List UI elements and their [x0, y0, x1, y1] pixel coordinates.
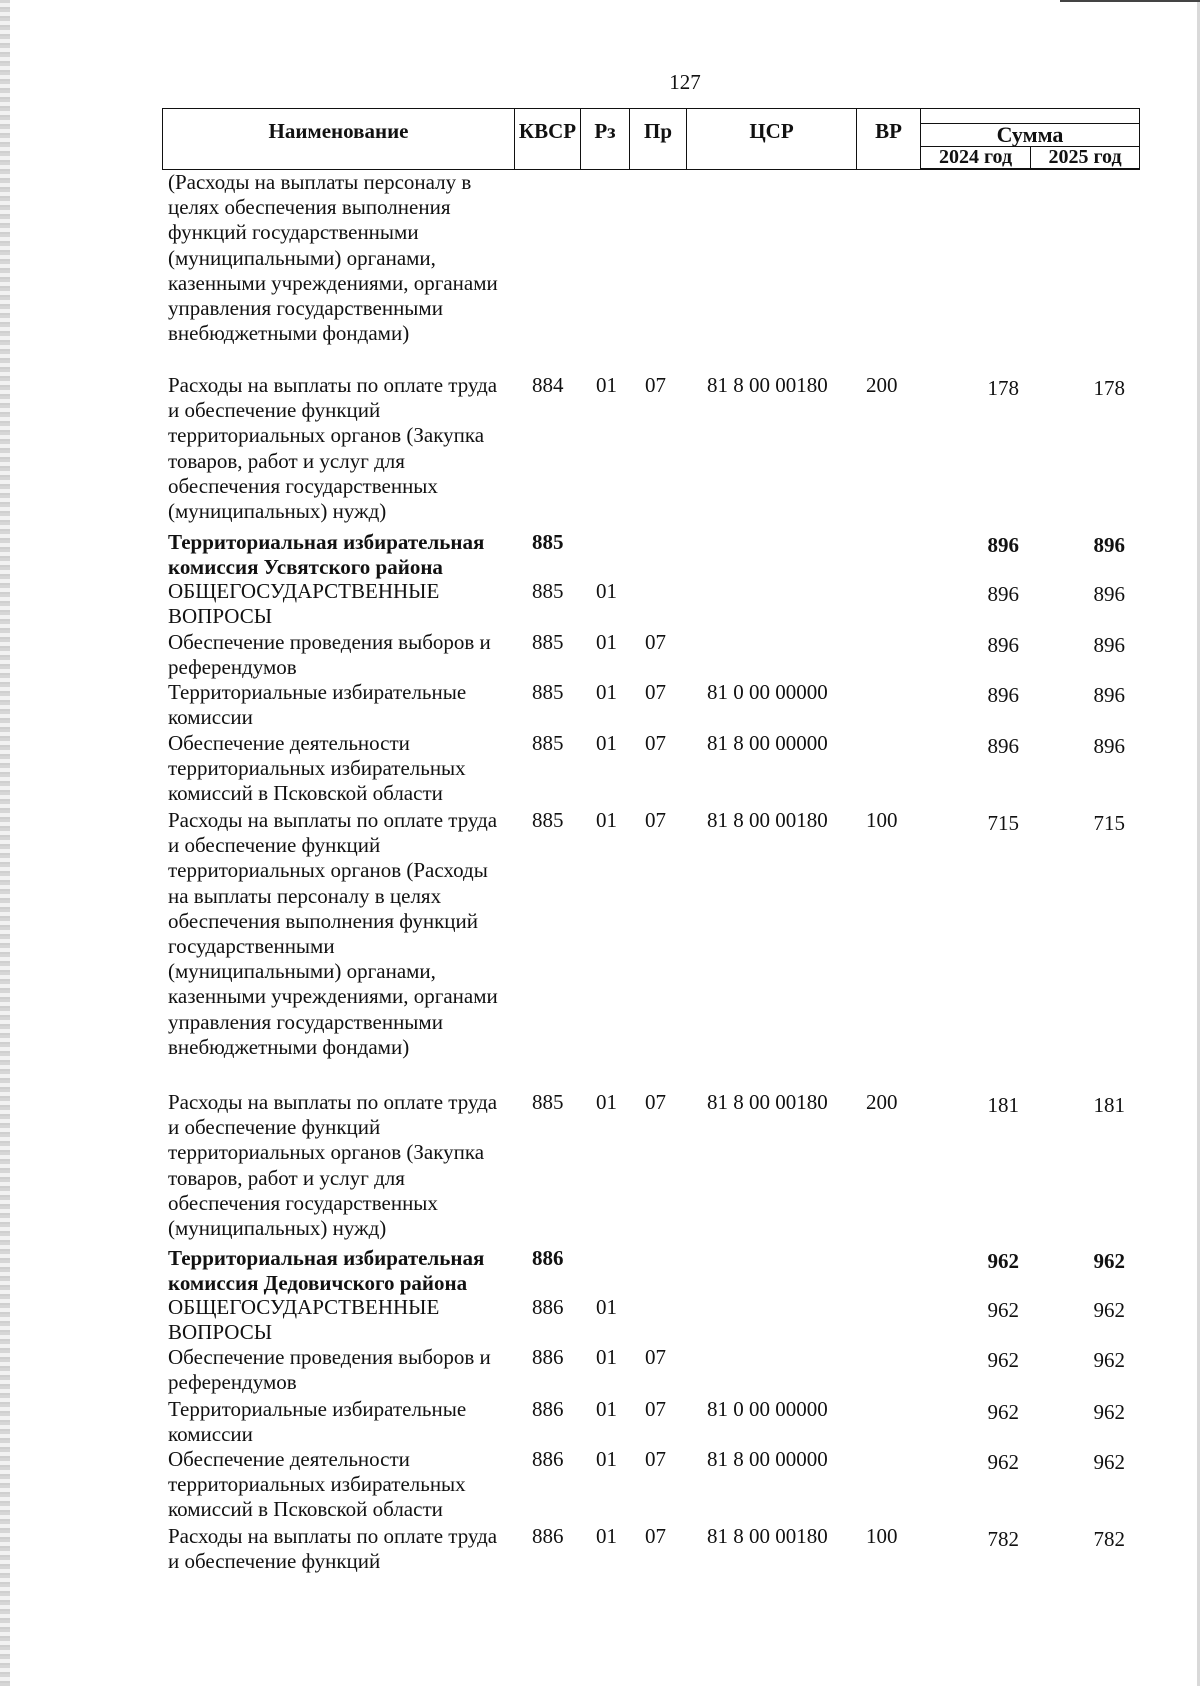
row-pr: 07 — [645, 1397, 666, 1421]
row-sum-2024: 962 — [987, 1450, 1019, 1474]
row-kvsr: 885 — [532, 680, 564, 704]
row-sum-2025: 896 — [1093, 533, 1125, 557]
header-rz: Рз — [581, 109, 630, 169]
row-vr: 100 — [866, 808, 898, 832]
row-name: Обеспечение деятельности территориальных избирательных комиссий в Псковской области — [168, 731, 466, 806]
row-sum-2025: 896 — [1093, 734, 1125, 758]
row-kvsr: 885 — [532, 808, 564, 832]
row-sum-2025: 896 — [1093, 633, 1125, 657]
row-sum-2025: 782 — [1093, 1527, 1125, 1551]
row-csr: 81 8 00 00180 — [707, 1090, 828, 1114]
row-rz: 01 — [596, 1295, 617, 1319]
row-name: Территориальные избирательные комиссии — [168, 1397, 467, 1447]
row-rz: 01 — [596, 373, 617, 397]
page-number: 127 — [669, 70, 701, 94]
row-sum-2025: 181 — [1093, 1093, 1125, 1117]
row-sum-2024: 896 — [987, 734, 1019, 758]
row-csr: 81 8 00 00180 — [707, 1524, 828, 1548]
row-rz: 01 — [596, 808, 617, 832]
row-pr: 07 — [645, 1524, 666, 1548]
row-csr: 81 8 00 00180 — [707, 373, 828, 397]
row-csr: 81 0 00 00000 — [707, 1397, 828, 1421]
row-sum-2024: 896 — [987, 683, 1019, 707]
row-sum-2025: 962 — [1093, 1450, 1125, 1474]
row-sum-2024: 715 — [987, 811, 1019, 835]
row-sum-2025: 962 — [1093, 1348, 1125, 1372]
row-pr: 07 — [645, 680, 666, 704]
row-kvsr: 885 — [532, 530, 564, 554]
row-sum-2025: 962 — [1093, 1400, 1125, 1424]
row-sum-2024: 962 — [987, 1400, 1019, 1424]
row-rz: 01 — [596, 579, 617, 603]
row-rz: 01 — [596, 630, 617, 654]
row-csr: 81 8 00 00000 — [707, 1447, 828, 1471]
row-sum-2025: 962 — [1093, 1298, 1125, 1322]
row-sum-2024: 896 — [987, 533, 1019, 557]
row-kvsr: 885 — [532, 630, 564, 654]
row-kvsr: 886 — [532, 1345, 564, 1369]
row-sum-2025: 896 — [1093, 582, 1125, 606]
row-pr: 07 — [645, 1090, 666, 1114]
row-vr: 200 — [866, 373, 898, 397]
row-name: Территориальная избирательная комиссия Усвятского района — [168, 530, 485, 580]
row-kvsr: 886 — [532, 1246, 564, 1270]
row-rz: 01 — [596, 680, 617, 704]
row-pr: 07 — [645, 808, 666, 832]
row-rz: 01 — [596, 1524, 617, 1548]
row-name: (Расходы на выплаты персоналу в целях обеспечения выполнения функций государственными (муниципальными) органами, казенными учреждениями, органами управления государственными внебюджетными фондами) — [168, 170, 498, 346]
row-rz: 01 — [596, 1345, 617, 1369]
row-sum-2024: 782 — [987, 1527, 1019, 1551]
row-sum-2024: 962 — [987, 1249, 1019, 1273]
row-vr: 100 — [866, 1524, 898, 1548]
row-name: Территориальные избирательные комиссии — [168, 680, 467, 730]
header-year-2025: 2025 год — [1031, 147, 1140, 169]
row-pr: 07 — [645, 731, 666, 755]
row-csr: 81 0 00 00000 — [707, 680, 828, 704]
row-csr: 81 8 00 00180 — [707, 808, 828, 832]
row-rz: 01 — [596, 1090, 617, 1114]
header-sum: Сумма — [921, 123, 1140, 147]
row-name: Расходы на выплаты по оплате труда и обеспечение функций — [168, 1524, 498, 1574]
header-pr: Пр — [630, 109, 687, 169]
row-pr: 07 — [645, 373, 666, 397]
row-sum-2024: 962 — [987, 1298, 1019, 1322]
row-kvsr: 886 — [532, 1397, 564, 1421]
row-kvsr: 885 — [532, 731, 564, 755]
row-name: Расходы на выплаты по оплате труда и обеспечение функций территориальных органов (Расходы на выплаты персоналу в целях обеспечения выполнения функций государственными (муниципальными) органами, казенными учреждениями, органами управления государственными внебюджетными фондами) — [168, 808, 498, 1059]
row-rz: 01 — [596, 1397, 617, 1421]
row-name: Обеспечение проведения выборов и референдумов — [168, 1345, 491, 1395]
row-pr: 07 — [645, 1447, 666, 1471]
row-rz: 01 — [596, 1447, 617, 1471]
row-sum-2024: 896 — [987, 633, 1019, 657]
row-kvsr: 884 — [532, 373, 564, 397]
row-pr: 07 — [645, 1345, 666, 1369]
header-kvsr: КВСР — [515, 109, 581, 169]
row-sum-2025: 962 — [1093, 1249, 1125, 1273]
row-sum-2024: 181 — [987, 1093, 1019, 1117]
row-vr: 200 — [866, 1090, 898, 1114]
row-sum-2024: 962 — [987, 1348, 1019, 1372]
row-kvsr: 886 — [532, 1295, 564, 1319]
row-kvsr: 885 — [532, 579, 564, 603]
header-csr: ЦСР — [687, 109, 857, 169]
row-sum-2024: 896 — [987, 582, 1019, 606]
row-sum-2025: 178 — [1093, 376, 1125, 400]
row-pr: 07 — [645, 630, 666, 654]
row-sum-2025: 715 — [1093, 811, 1125, 835]
row-kvsr: 886 — [532, 1524, 564, 1548]
header-year-2024: 2024 год — [921, 147, 1031, 169]
row-name: Расходы на выплаты по оплате труда и обеспечение функций территориальных органов (Закупка товаров, работ и услуг для обеспечения государственных (муниципальных) нужд) — [168, 373, 498, 524]
row-sum-2025: 896 — [1093, 683, 1125, 707]
header-vr: ВР — [857, 109, 921, 169]
header-name: Наименование — [163, 109, 515, 169]
row-name: Расходы на выплаты по оплате труда и обеспечение функций территориальных органов (Закупка товаров, работ и услуг для обеспечения государственных (муниципальных) нужд) — [168, 1090, 498, 1241]
row-csr: 81 8 00 00000 — [707, 731, 828, 755]
row-name: ОБЩЕГОСУДАРСТВЕННЫЕ ВОПРОСЫ — [168, 1295, 440, 1345]
row-kvsr: 886 — [532, 1447, 564, 1471]
row-name: Территориальная избирательная комиссия Дедовичского района — [168, 1246, 485, 1296]
row-name: Обеспечение деятельности территориальных избирательных комиссий в Псковской области — [168, 1447, 466, 1522]
row-rz: 01 — [596, 731, 617, 755]
row-kvsr: 885 — [532, 1090, 564, 1114]
row-name: Обеспечение проведения выборов и референдумов — [168, 630, 491, 680]
row-name: ОБЩЕГОСУДАРСТВЕННЫЕ ВОПРОСЫ — [168, 579, 440, 629]
row-sum-2024: 178 — [987, 376, 1019, 400]
